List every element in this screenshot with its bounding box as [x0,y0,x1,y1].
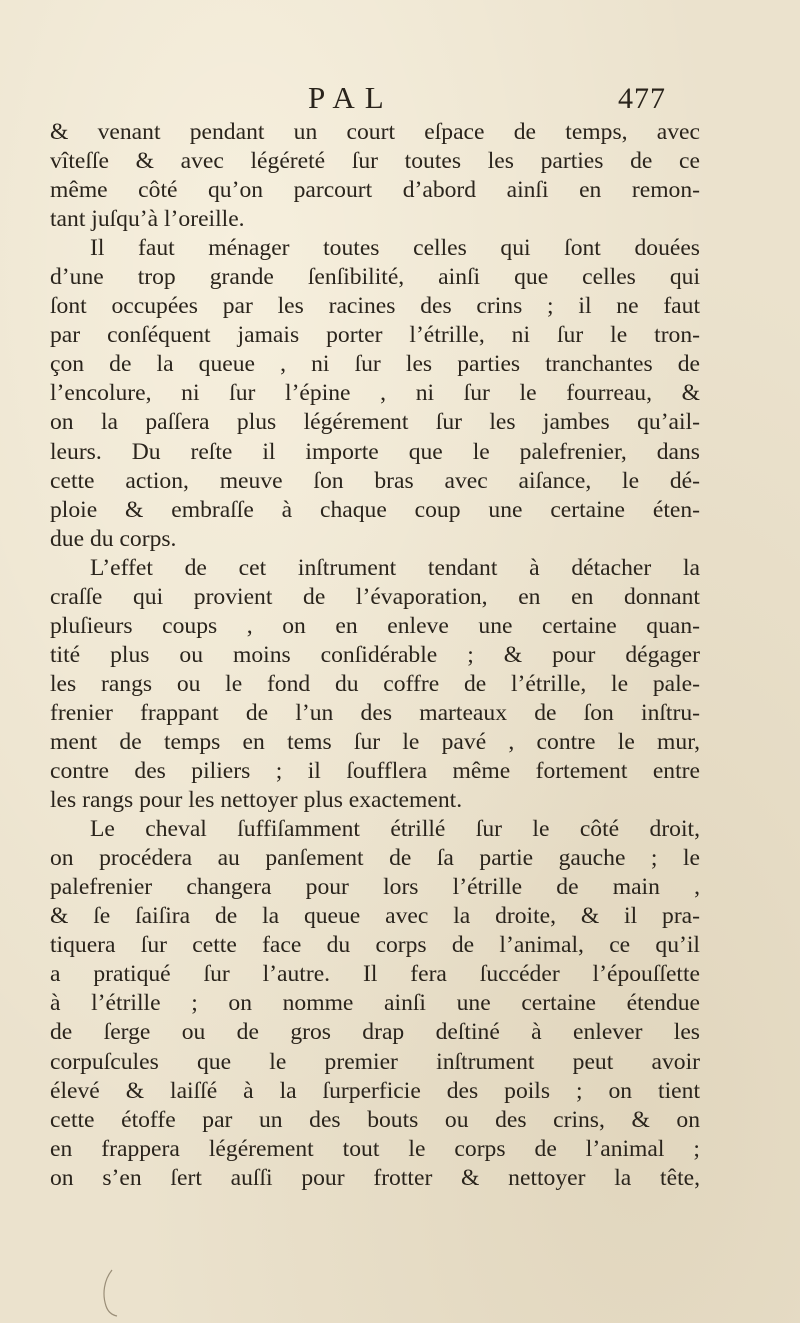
text-line: de ſerge ou de gros drap deſtiné à enlever les [50,1019,700,1046]
body-text [50,118,700,1193]
text-line: tant juſqu’à l’oreille. [50,206,245,233]
text-line: même côté qu’on parcourt d’abord ainſi en remon- [50,177,700,204]
text-line: corpuſcules que le premier inſtrument peut avoir [50,1048,700,1075]
text-line: palefrenier changera pour lors l’étrille de main , [50,874,700,901]
text-line: ment de temps en tems ſur le pavé , contre le mur, [50,728,700,755]
text-line: leurs. Du reſte il importe que le palefrenier, dans [50,438,700,465]
text-line: l’encolure, ni ſur l’épine , ni ſur le fourreau, & [50,380,700,407]
page-header [0,80,800,120]
text-line: on la paſſera plus légérement ſur les jambes qu’ail- [50,409,700,436]
text-line: Il faut ménager toutes celles qui ſont douées [90,235,700,262]
text-line: & ſe ſaiſira de la queue avec la droite, & il pra- [50,903,700,930]
text-line: ſont occupées par les racines des crins ; il ne faut [50,293,700,320]
text-line: cette action, meuve ſon bras avec aiſance, le dé- [50,467,700,494]
text-line: contre des piliers ; il ſoufflera même fortement entre [50,758,700,785]
text-line: on s’en ſert auſſi pour frotter & nettoyer la tête, [50,1164,700,1191]
text-line: tité plus ou moins conſidérable ; & pour dégager [50,641,700,668]
text-line: on procédera au panſement de ſa partie gauche ; le [50,845,700,872]
text-line: pluſieurs coups , on en enleve une certaine quan- [50,612,700,639]
text-line: due du corps. [50,525,177,552]
text-line: élevé & laiſſé à la ſurperficie des poils ; on tient [50,1077,700,1104]
page-number: 477 [618,82,666,115]
text-line: ploie & embraſſe à chaque coup une certaine éten- [50,496,700,523]
text-line: d’une trop grande ſenſibilité, ainſi que celles qui [50,264,700,291]
running-head: PAL [308,80,394,115]
text-line: cette étoffe par un des bouts ou des crins, & on [50,1106,700,1133]
text-line: frenier frappant de l’un des marteaux de ſon inſtru- [50,699,700,726]
text-line: vîteſſe & avec légéreté ſur toutes les parties de ce [50,148,700,175]
text-line: par conſéquent jamais porter l’étrille, ni ſur le tron- [50,322,700,349]
text-line: craſſe qui provient de l’évaporation, en en donnant [50,583,700,610]
text-line: L’effet de cet inſtrument tendant à détacher la [90,554,700,581]
text-line: en frappera légérement tout le corps de l’animal ; [50,1135,700,1162]
ink-smudge-mark [98,1268,120,1318]
text-line: les rangs ou le fond du coffre de l’étrille, le pale- [50,670,700,697]
text-line: à l’étrille ; on nomme ainſi une certaine étendue [50,990,700,1017]
text-line: Le cheval ſuffiſamment étrillé ſur le côté droit, [90,816,700,843]
text-line: a pratiqué ſur l’autre. Il fera ſuccéder l’épouſſette [50,961,700,988]
text-line: les rangs pour les nettoyer plus exactement. [50,787,463,814]
text-line: tiquera ſur cette face du corps de l’animal, ce qu’il [50,932,700,959]
text-line: & venant pendant un court eſpace de temps, avec [50,119,700,145]
text-line: çon de la queue , ni ſur les parties tranchantes de [50,351,700,378]
